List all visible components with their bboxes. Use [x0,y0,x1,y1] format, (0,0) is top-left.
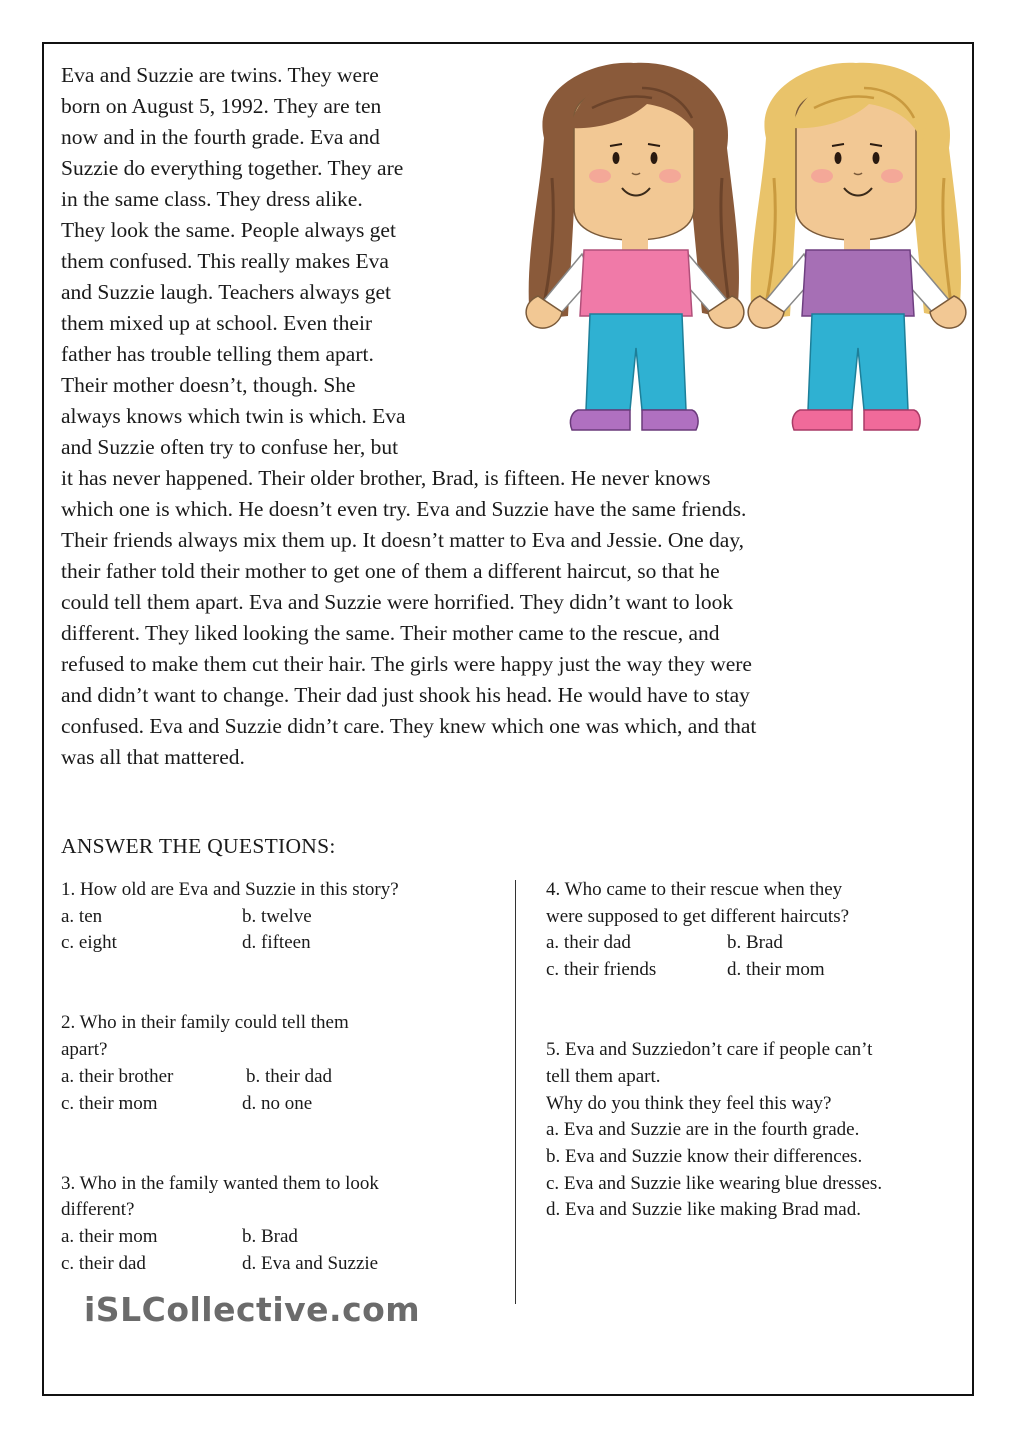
option-c: c. eight [61,932,117,954]
story-line: their father told their mother to get one of them a different haircut, so that he [61,559,720,583]
option-b: b. their dad [246,1065,333,1087]
option-a: a. Eva and Suzzie are in the fourth grade. [546,1119,860,1141]
option-c: c. their dad [61,1252,146,1274]
option-b: b. Brad [242,1226,298,1248]
option-d: d. Eva and Suzzie like making Brad mad. [546,1199,861,1221]
question-text: 3. Who in the family wanted them to look [61,1172,379,1194]
story-line: now and in the fourth grade. Eva and [61,125,380,149]
option-b: b. twelve [242,905,312,927]
girl-brown-hair [526,63,744,430]
question-text: 5. Eva and Suzziedon’t care if people can’t [546,1039,873,1061]
option-b: b. Eva and Suzzie know their differences. [546,1145,863,1167]
option-c: c. their friends [546,959,657,981]
question-text: 1. How old are Eva and Suzzie in this story? [61,879,399,900]
girl-blonde-hair [748,63,966,430]
question-text: were supposed to get different haircuts? [546,905,850,927]
story-line: and Suzzie laugh. Teachers always get [61,280,392,304]
story-line: refused to make them cut their hair. The girls were happy just the way they were [61,652,752,676]
story-text-wrapped [61,60,521,463]
story-line: born on August 5, 1992. They are ten [61,94,382,118]
question-text: tell them apart. [546,1065,661,1087]
column-divider [515,880,516,1304]
option-d: d. fifteen [242,932,311,954]
option-a: a. their mom [61,1226,158,1248]
story-line: which one is which. He doesn’t even try. Eva and Suzzie have the same friends. [61,497,747,521]
question-text: different? [61,1199,135,1221]
story-line: always knows which twin is which. Eva [61,404,406,428]
question-2 [61,1010,501,1117]
watermark-logo: iSLCollective.com [84,1290,421,1329]
question-text: Why do you think they feel this way? [546,1092,832,1114]
story-line: them confused. This really makes Eva [61,249,389,273]
story-line: Their mother doesn’t, though. She [61,373,356,397]
question-1 [61,877,501,957]
story-line: was all that mattered. [61,745,245,769]
questions-right-column [546,877,976,1224]
story-line: and didn’t want to change. Their dad just shook his head. He would have to stay [61,683,750,707]
story-line: Suzzie do everything together. They are [61,156,404,180]
option-a: a. their brother [61,1065,174,1087]
story-line: confused. Eva and Suzzie didn’t care. They knew which one was which, and that [61,714,757,738]
option-b: b. Brad [727,932,783,954]
questions-left-column [61,877,501,1277]
option-a: a. ten [61,905,103,927]
question-5 [546,1037,976,1224]
questions-header: ANSWER THE QUESTIONS: [61,834,336,858]
twins-illustration [522,58,974,446]
story-line: father has trouble telling them apart. [61,342,374,366]
story-line: Their friends always mix them up. It doesn’t matter to Eva and Jessie. One day, [61,528,745,552]
story-line: could tell them apart. Eva and Suzzie were horrified. They didn’t want to look [61,590,734,614]
question-3 [61,1171,501,1278]
story-line: it has never happened. Their older brother, Brad, is fifteen. He never knows [61,466,711,490]
story-line: They look the same. People always get [61,218,396,242]
option-c: c. Eva and Suzzie like wearing blue dresses. [546,1172,883,1194]
story-line: different. They liked looking the same. Their mother came to the rescue, and [61,621,720,645]
question-text: 4. Who came to their rescue when they [546,879,843,900]
question-4 [546,877,976,984]
story-line: and Suzzie often try to confuse her, but [61,435,399,459]
story-line: in the same class. They dress alike. [61,187,363,211]
option-d: d. their mom [727,959,825,981]
option-d: d. no one [242,1092,313,1114]
question-text: apart? [61,1039,108,1061]
story-line: them mixed up at school. Even their [61,311,373,335]
option-a: a. their dad [546,932,631,954]
story-line: Eva and Suzzie are twins. They were [61,63,379,87]
story-text-full [61,463,961,773]
option-c: c. their mom [61,1092,158,1114]
option-d: d. Eva and Suzzie [242,1252,379,1274]
question-text: 2. Who in their family could tell them [61,1012,349,1034]
